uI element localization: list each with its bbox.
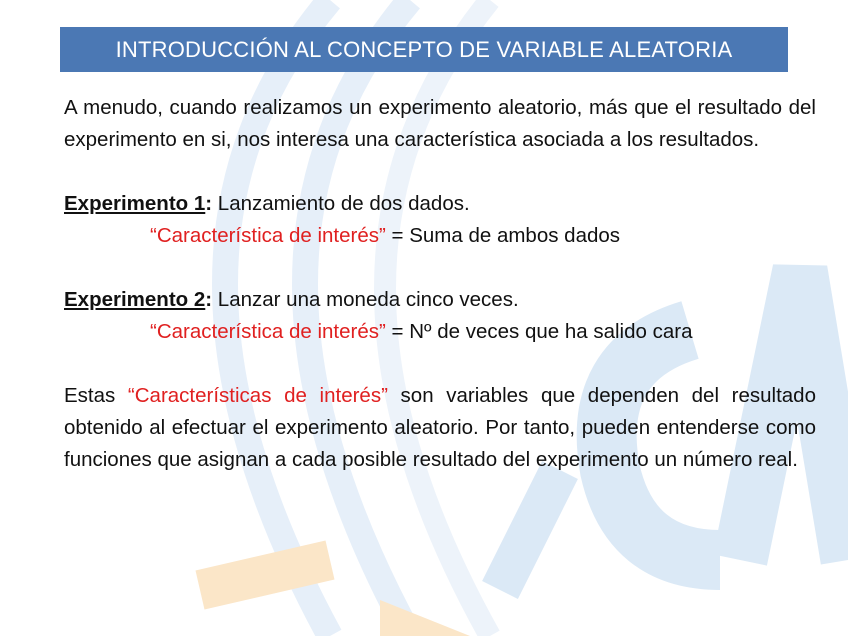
experiment-2-interest-value: = Nº de veces que ha salido cara (385, 320, 693, 343)
experiment-1-interest-value: = Suma de ambos dados (385, 224, 621, 247)
experiment-1-label: Experimento 1 (64, 192, 206, 215)
spacer (64, 348, 816, 380)
experiment-2-colon: : (205, 288, 213, 311)
experiment-1-interest-label: “Característica de interés” (150, 224, 386, 247)
slide-title-bar (60, 27, 788, 72)
experiment-1-interest (64, 220, 816, 252)
experiment-2-interest-label: “Característica de interés” (150, 320, 386, 343)
conclusion-highlight: “Características de interés” (127, 384, 388, 407)
experiment-2-line (64, 284, 816, 316)
conclusion-rest: son variables que dependen del resultado obtenido al efectuar el experimento aleatorio. Por tanto, pueden entenderse como funciones que asignan a cada posible resultado del experimento un número real. (64, 384, 816, 471)
conclusion-prefix: Estas (64, 384, 128, 407)
intro-paragraph: A menudo, cuando realizamos un experimento aleatorio, más que el resultado del experimento en si, nos interesa una característica asociada a los resultados. (64, 96, 816, 151)
spacer (64, 156, 816, 188)
watermark-orange-block (380, 600, 470, 636)
slide-content (64, 92, 816, 476)
experiment-2-description: Lanzar una moneda cinco veces. (212, 288, 519, 311)
watermark-blue-stroke (500, 470, 560, 590)
experiment-2-label: Experimento 2 (64, 288, 206, 311)
experiment-1-line (64, 188, 816, 220)
slide-title: INTRODUCCIÓN AL CONCEPTO DE VARIABLE ALEATORIA (115, 36, 733, 62)
experiment-1-colon: : (205, 192, 213, 215)
experiment-2-interest (64, 316, 816, 348)
conclusion-paragraph (64, 380, 816, 476)
experiment-1-description: Lanzamiento de dos dados. (212, 192, 470, 215)
spacer (64, 252, 816, 284)
